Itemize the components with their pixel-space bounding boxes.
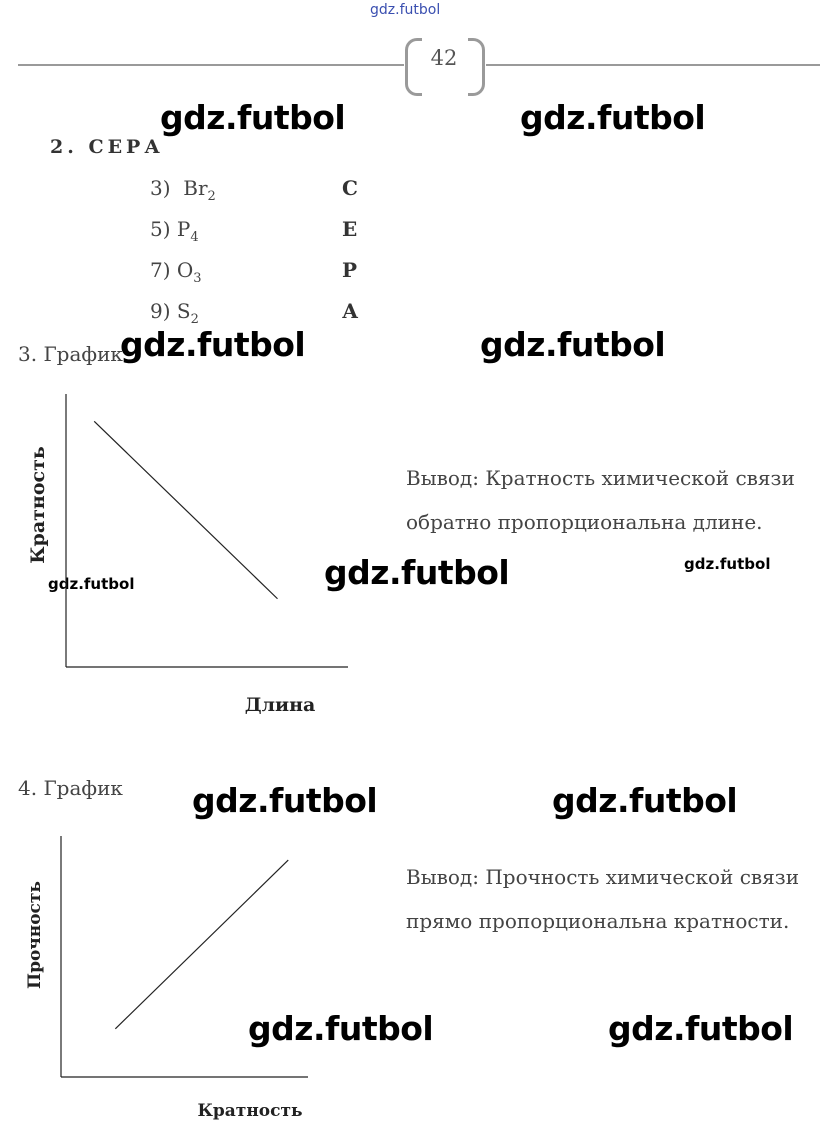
watermark: gdz.futbol — [520, 98, 706, 137]
answer-letter: Е — [342, 217, 358, 241]
formula-row-label: 9) $S_2$ — [150, 299, 199, 327]
answer-letter: А — [342, 299, 359, 323]
watermark: gdz.futbol — [552, 781, 738, 820]
y-axis-label: Прочность — [25, 881, 45, 989]
y-axis-label: Кратность — [27, 446, 49, 564]
page-number: 42 — [430, 46, 458, 70]
chart-2 — [0, 820, 340, 1130]
watermark-small: gdz.futbol — [48, 575, 135, 593]
chart-1 — [0, 380, 380, 740]
conclusion-text: Вывод: Прочность химической связи прямо пропорциональна кратности. — [406, 865, 800, 933]
section-heading: 4. График — [18, 776, 123, 800]
watermark: gdz.futbol — [248, 1009, 434, 1048]
header-rule-left — [18, 64, 404, 66]
answer-letter: С — [342, 176, 358, 200]
data-line — [94, 421, 277, 598]
section-heading: 3. График — [18, 342, 123, 366]
formula-row-label: 3) $Br_2$ — [150, 176, 216, 204]
formula-row-label: 5) $P_4$ — [150, 217, 199, 245]
header-rule-right — [486, 64, 820, 66]
watermark: gdz.futbol — [120, 325, 306, 364]
watermark: gdz.futbol — [608, 1009, 794, 1048]
formula-row-label: 7) $O_3$ — [150, 258, 202, 286]
x-axis-label: Кратность — [197, 1101, 303, 1121]
watermark-top: gdz.futbol — [370, 2, 441, 18]
conclusion-text: Вывод: Кратность химической связи обратно пропорциональна длине. — [406, 466, 795, 534]
watermark: gdz.futbol — [324, 553, 510, 592]
data-line — [115, 860, 288, 1029]
watermark-small: gdz.futbol — [684, 555, 771, 573]
page-number-bracket-right — [468, 38, 485, 96]
section-title: 2. СЕРА — [50, 136, 164, 158]
answer-letter: Р — [342, 258, 358, 282]
x-axis-label: Длина — [244, 694, 316, 716]
watermark: gdz.futbol — [160, 98, 346, 137]
watermark: gdz.futbol — [480, 325, 666, 364]
watermark: gdz.futbol — [192, 781, 378, 820]
